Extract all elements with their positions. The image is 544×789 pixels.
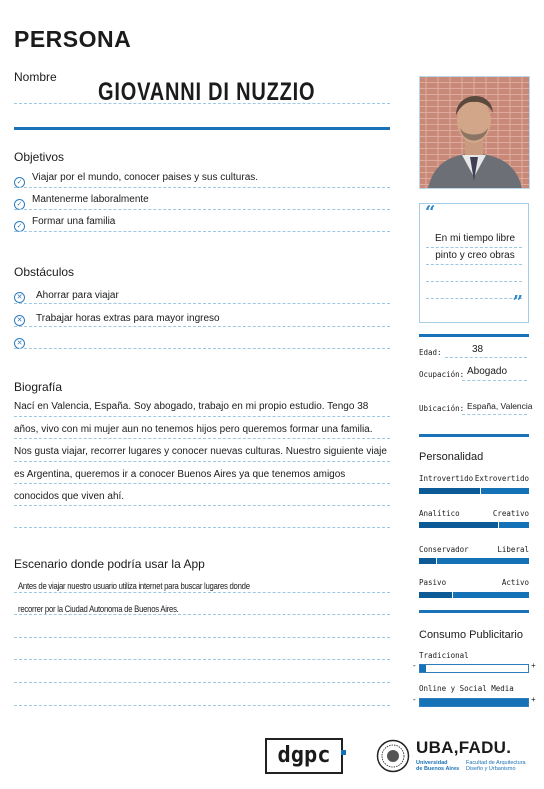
divider xyxy=(14,614,390,615)
x-circle-icon: ✕ xyxy=(14,315,25,326)
trait-left-label: Analítico xyxy=(419,509,460,518)
biografia-heading: Biografía xyxy=(14,380,63,394)
divider xyxy=(426,264,522,265)
portrait-illustration xyxy=(420,77,529,188)
trait-bar-marker xyxy=(436,558,437,564)
obstaculo-item: Ahorrar para viajar xyxy=(36,290,119,301)
objetivo-item: Formar una familia xyxy=(32,216,116,227)
minus-icon: - xyxy=(413,695,416,704)
objetivo-item: Mantenerme laboralmente xyxy=(32,194,149,205)
divider xyxy=(462,414,527,415)
uba-fadu-logo: UBA,FADU. xyxy=(416,738,512,757)
online-label: Online y Social Media xyxy=(419,684,514,693)
divider xyxy=(14,461,390,462)
divider xyxy=(14,659,390,660)
biografia-text: Nací en Valencia, España. Soy abogado, trabajo en mi propio estudio. Tengo 38 años, vivo con mi mujer aun no tenemos hijos pero queremos formar una familia. Nos gusta viajar, recorrer lugares y conocer nuevas culturas. Nuestro siguiente viaje es Argentina, queremos ir a conocer Buenos Aires ya que tenemos amigos conocidos que viven ahí. xyxy=(14,401,387,502)
edad-label: Edad: xyxy=(419,348,442,357)
trait-bar-marker xyxy=(452,592,453,598)
uba-seal-icon xyxy=(376,739,410,773)
trait-left-label: Conservador xyxy=(419,545,469,554)
divider xyxy=(14,483,390,484)
minus-icon: - xyxy=(413,661,416,670)
trait-right-label: Liberal xyxy=(497,545,529,554)
divider xyxy=(14,705,390,706)
trait-bar-fill xyxy=(419,522,498,528)
escenario-line: recorrer por la Ciudad Autonoma de Buenos Aires. xyxy=(18,604,179,614)
divider xyxy=(14,326,390,327)
quote-close-icon: ” xyxy=(512,292,523,313)
objetivo-item: Viajar por el mundo, conocer paises y sus culturas. xyxy=(32,172,259,183)
divider xyxy=(14,348,390,349)
divider xyxy=(14,438,390,439)
personalidad-heading: Personalidad xyxy=(419,451,484,463)
uba-subtitle-line: de Buenos Aires xyxy=(416,766,460,772)
uba-subtitle xyxy=(416,760,459,772)
divider xyxy=(426,247,522,248)
trait-bar xyxy=(419,558,529,564)
divider xyxy=(14,231,390,232)
tradicional-meter-fill xyxy=(420,665,426,672)
divider xyxy=(14,187,390,188)
ubicacion-value: España, Valencia xyxy=(467,401,533,411)
quote-text: En mi tiempo libre pinto y creo obras xyxy=(434,233,516,261)
trait-right-label: Extrovertido xyxy=(474,474,529,483)
name-label: Nombre xyxy=(14,70,57,84)
divider xyxy=(14,303,390,304)
section-divider xyxy=(419,334,529,337)
trait-bar xyxy=(419,522,529,528)
divider xyxy=(14,592,390,593)
uba-subtitle-line: Universidad xyxy=(416,760,448,766)
trait-right-label: Creativo xyxy=(492,509,529,518)
persona-name: GIOVANNI DI NUZZIO xyxy=(98,78,316,106)
escenario-line: Antes de viajar nuestro usuario utiliza internet para buscar lugares donde xyxy=(18,581,250,591)
trait-left-label: Pasivo xyxy=(419,578,447,587)
plus-icon: + xyxy=(531,661,536,670)
trait-bar xyxy=(419,592,529,598)
trait-bar xyxy=(419,488,529,494)
obstaculos-heading: Obstáculos xyxy=(14,265,75,279)
trait-left-label: Introvertido xyxy=(419,474,474,483)
objetivos-heading: Objetivos xyxy=(14,150,65,164)
escenario-heading: Escenario donde podría usar la App xyxy=(14,557,205,571)
ocupacion-value: Abogado xyxy=(467,366,508,377)
trait-bar-fill xyxy=(419,558,436,564)
x-circle-icon: ✕ xyxy=(14,292,25,303)
x-circle-icon: ✕ xyxy=(14,338,25,349)
divider xyxy=(14,209,390,210)
section-divider xyxy=(419,610,529,613)
plus-icon: + xyxy=(531,695,536,704)
divider xyxy=(14,416,390,417)
edad-value: 38 xyxy=(472,344,484,355)
trait-bar-marker xyxy=(480,488,481,494)
divider xyxy=(426,281,522,282)
divider xyxy=(462,380,527,381)
check-icon: ✓ xyxy=(14,199,25,210)
divider xyxy=(14,505,390,506)
quote-box xyxy=(419,203,529,323)
trait-bar-fill xyxy=(419,592,452,598)
ubicacion-label: Ubicación: xyxy=(419,404,465,413)
obstaculo-item: Trabajar horas extras para mayor ingreso xyxy=(36,313,220,324)
dgpc-logo: dgpc xyxy=(265,738,343,774)
trait-bar-fill xyxy=(419,488,480,494)
consumo-heading: Consumo Publicitario xyxy=(419,629,523,641)
quote-open-icon: “ xyxy=(425,202,436,223)
page-title: PERSONA xyxy=(14,26,132,52)
check-icon: ✓ xyxy=(14,177,25,188)
divider xyxy=(445,357,527,358)
divider xyxy=(14,103,390,104)
persona-photo xyxy=(419,76,530,189)
tradicional-label: Tradicional xyxy=(419,651,469,660)
section-divider xyxy=(419,434,529,437)
section-divider xyxy=(14,127,390,130)
divider xyxy=(14,682,390,683)
check-icon: ✓ xyxy=(14,221,25,232)
divider xyxy=(14,637,390,638)
divider xyxy=(426,298,522,299)
fadu-subtitle xyxy=(466,760,526,772)
divider xyxy=(14,527,390,528)
online-meter-fill xyxy=(420,699,528,706)
tradicional-meter xyxy=(419,664,529,673)
trait-bar-marker xyxy=(498,522,499,528)
online-meter xyxy=(419,698,529,707)
trait-right-label: Activo xyxy=(501,578,529,587)
fadu-subtitle-line: Diseño y Urbanismo xyxy=(466,766,516,772)
fadu-subtitle-line: Facultad de Arquitectura xyxy=(466,760,526,766)
ocupacion-label: Ocupación: xyxy=(419,370,465,379)
